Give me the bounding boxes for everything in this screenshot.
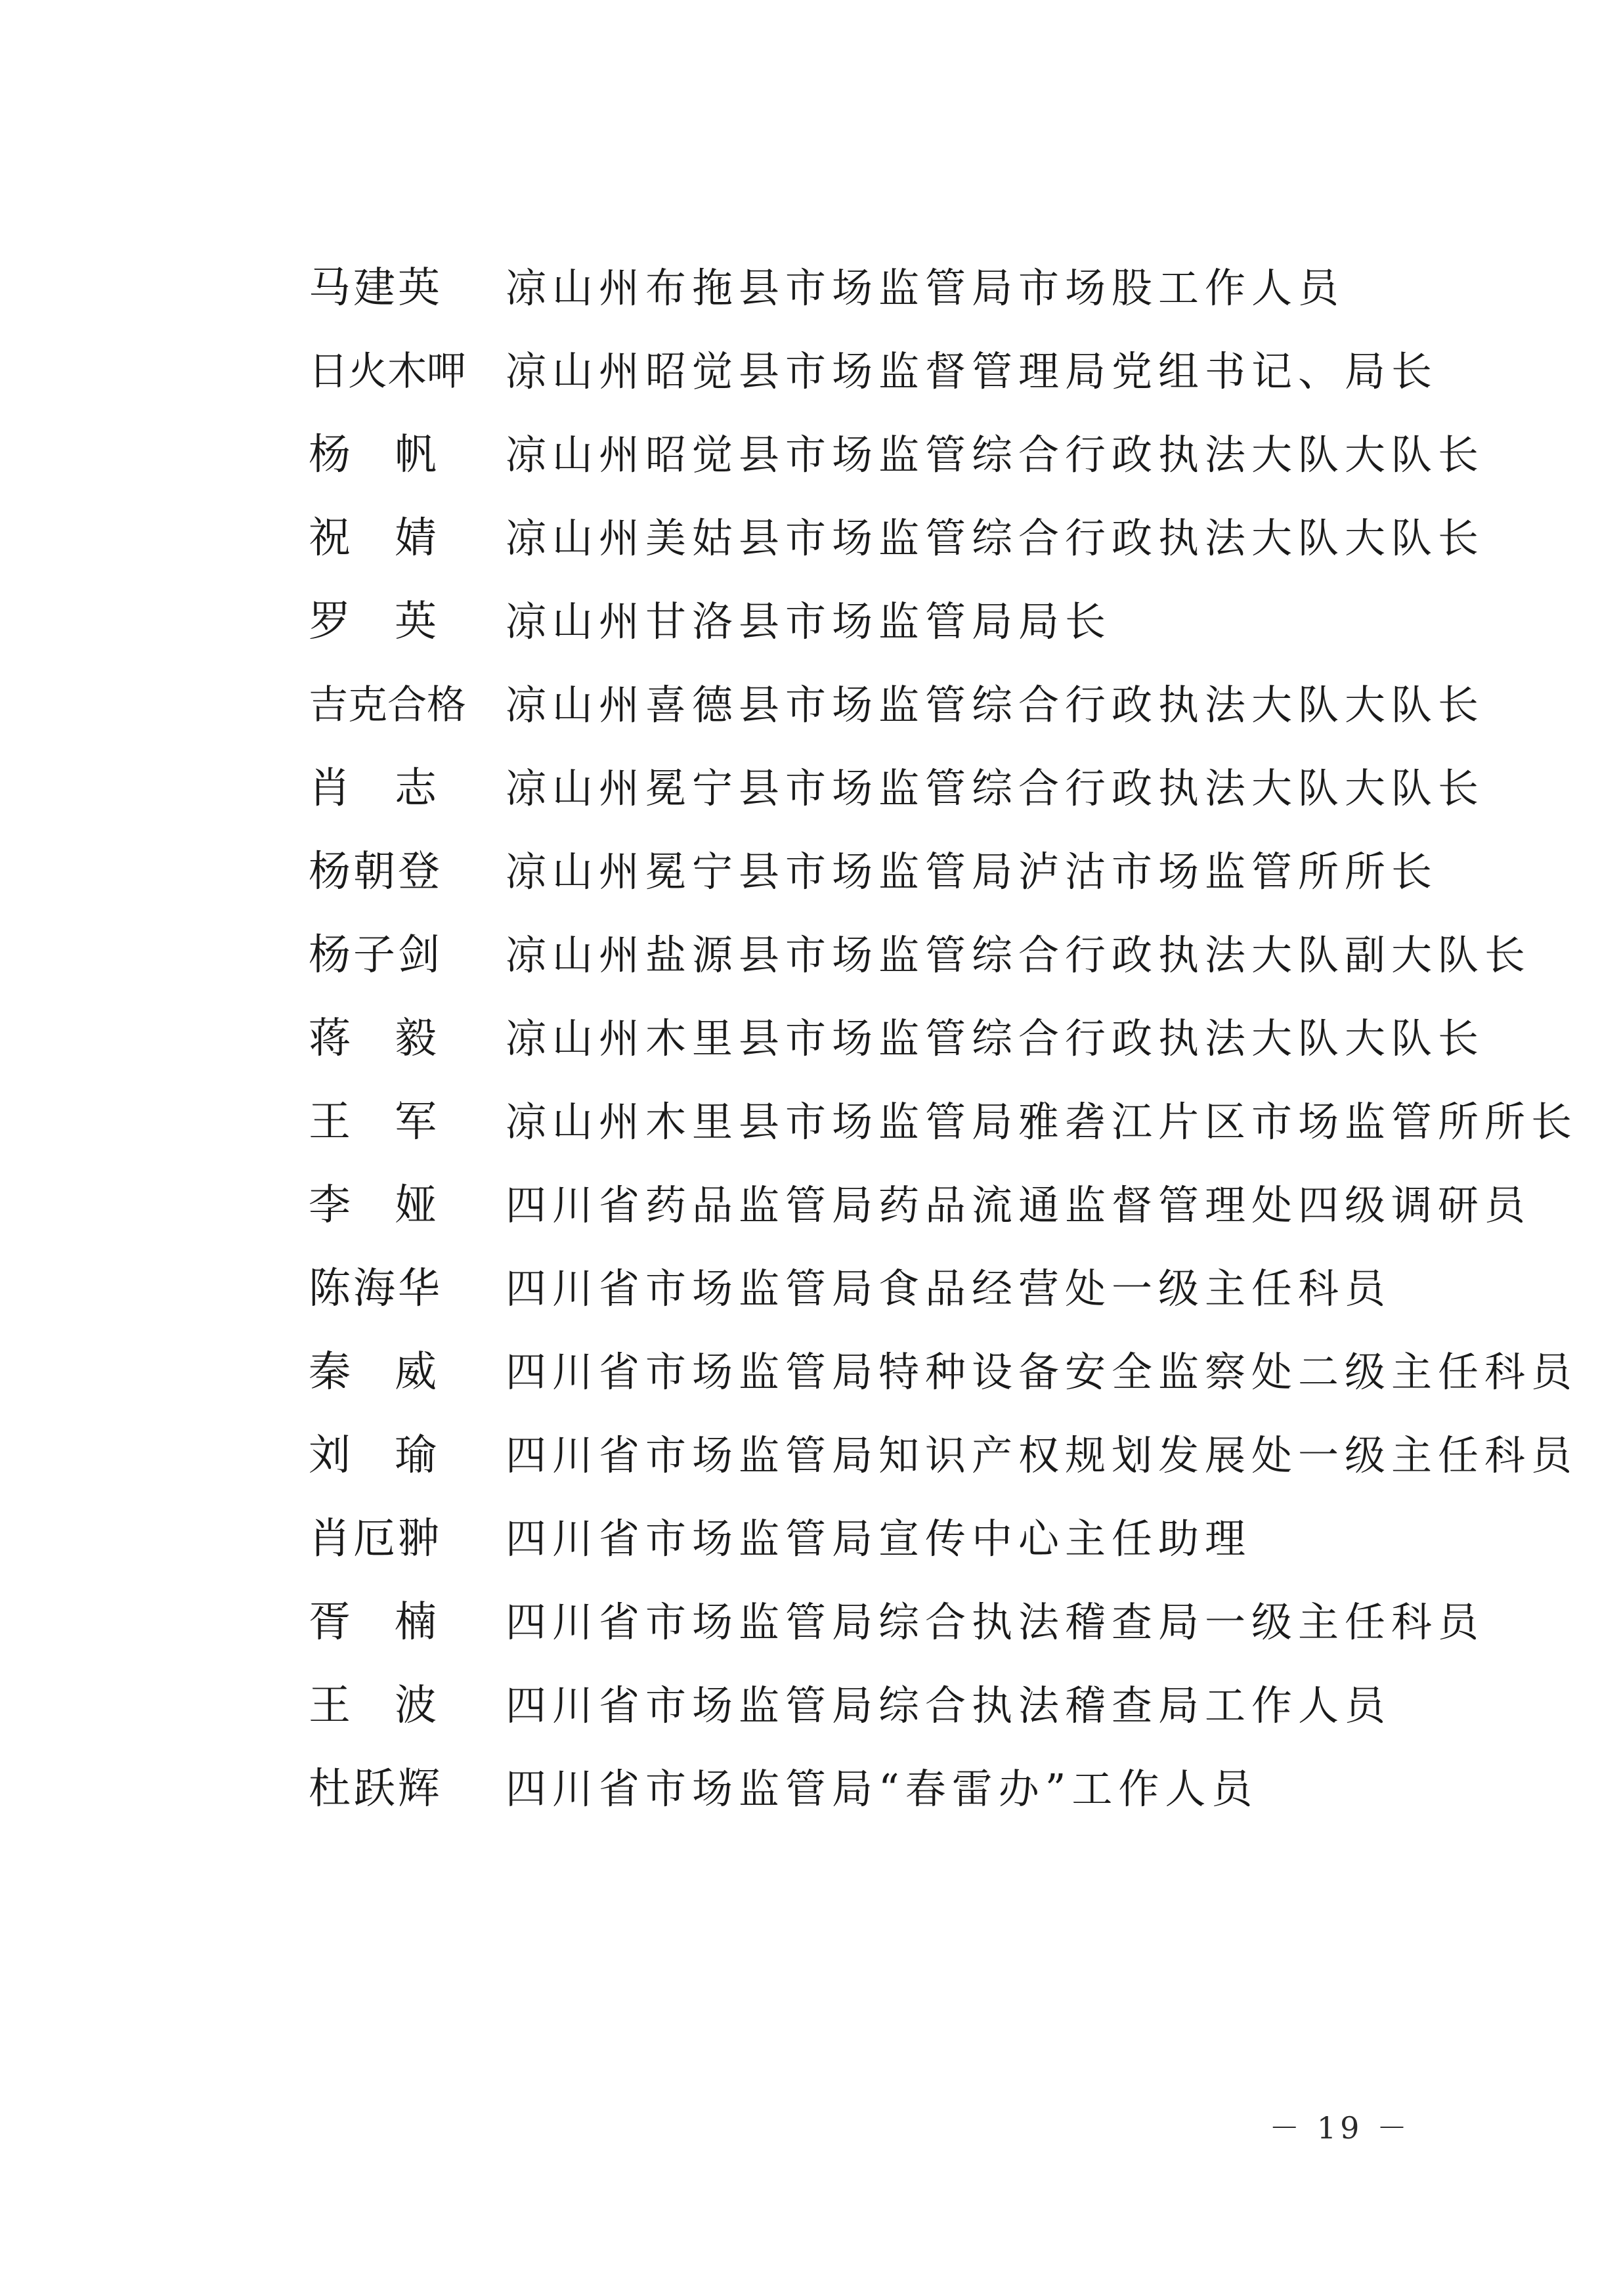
person-title: 凉山州木里县市场监管综合行政执法大队大队长 xyxy=(506,1014,1485,1062)
name-char: 祝 xyxy=(309,513,351,563)
person-title: 凉山州喜德县市场监管综合行政执法大队大队长 xyxy=(506,680,1485,729)
person-name xyxy=(309,764,437,813)
list-item xyxy=(309,1497,1543,1580)
list-item xyxy=(309,747,1543,830)
name-char: 瑜 xyxy=(395,1431,437,1480)
person-name xyxy=(309,1597,437,1647)
name-char: 王 xyxy=(309,1681,351,1730)
name-char: 肖 xyxy=(309,764,351,813)
person-name: 日火木呷 xyxy=(309,348,466,395)
name-char: 威 xyxy=(395,1347,437,1397)
person-title: 凉山州甘洛县市场监管局局长 xyxy=(506,597,1112,645)
person-title: 四川省市场监管局宣传中心主任助理 xyxy=(506,1514,1252,1563)
list-item xyxy=(309,1080,1578,1163)
name-char: 杨 xyxy=(309,430,351,479)
name-char: 刘 xyxy=(309,1431,351,1480)
person-title: 凉山州冕宁县市场监管局泸沽市场监管所所长 xyxy=(506,847,1438,896)
list-item xyxy=(309,997,1543,1080)
list-item xyxy=(309,246,1543,330)
list-item xyxy=(309,1414,1578,1497)
page-number: － 19 － xyxy=(1269,2110,1411,2146)
person-title: 四川省药品监管局药品流通监督管理处四级调研员 xyxy=(506,1180,1532,1229)
person-title: 四川省市场监管局知识产权规划发展处一级主任科员 xyxy=(506,1431,1578,1479)
person-name xyxy=(309,513,437,563)
list-item xyxy=(309,1247,1543,1330)
list-item xyxy=(309,1580,1543,1664)
list-item xyxy=(309,1664,1543,1747)
person-title: 凉山州昭觉县市场监管综合行政执法大队大队长 xyxy=(506,430,1485,479)
name-char: 王 xyxy=(309,1097,351,1146)
person-title: 四川省市场监管局特种设备安全监察处二级主任科员 xyxy=(506,1347,1578,1396)
person-name: 马建英 xyxy=(309,263,443,313)
list-item xyxy=(309,580,1543,663)
person-name: 吉克合格 xyxy=(309,682,466,728)
list-item xyxy=(309,1330,1578,1414)
name-char: 蒋 xyxy=(309,1014,351,1063)
name-char: 波 xyxy=(395,1681,437,1730)
name-char: 罗 xyxy=(309,597,351,646)
person-title: 凉山州盐源县市场监管综合行政执法大队副大队长 xyxy=(506,930,1532,979)
person-name xyxy=(309,1431,437,1480)
person-title: 凉山州木里县市场监管局雅砻江片区市场监管所所长 xyxy=(506,1097,1578,1146)
list-item xyxy=(309,913,1543,997)
name-list xyxy=(309,246,1578,1830)
name-char: 帆 xyxy=(395,430,437,479)
name-char: 秦 xyxy=(309,1347,351,1397)
person-title: 四川省市场监管局食品经营处一级主任科员 xyxy=(506,1264,1392,1312)
person-title: 凉山州布拖县市场监管局市场股工作人员 xyxy=(506,263,1345,312)
list-item xyxy=(309,330,1543,413)
list-item xyxy=(309,663,1543,747)
person-title: 凉山州昭觉县市场监督管理局党组书记、局长 xyxy=(506,347,1438,395)
name-char: 毅 xyxy=(395,1014,437,1063)
name-char: 军 xyxy=(395,1097,437,1146)
person-name: 肖厄翀 xyxy=(309,1514,443,1563)
name-char: 志 xyxy=(395,764,437,813)
person-name: 杜跃辉 xyxy=(309,1764,443,1813)
list-item xyxy=(309,1747,1543,1830)
person-name xyxy=(309,1097,437,1146)
name-char: 楠 xyxy=(395,1597,437,1647)
person-name xyxy=(309,1681,437,1730)
person-name xyxy=(309,430,437,479)
person-name: 杨朝登 xyxy=(309,847,443,896)
name-char: 娅 xyxy=(395,1180,437,1230)
person-title: 凉山州冕宁县市场监管综合行政执法大队大队长 xyxy=(506,764,1485,812)
list-item xyxy=(309,496,1543,580)
name-char: 胥 xyxy=(309,1597,351,1647)
name-char: 英 xyxy=(395,597,437,646)
person-name: 杨子剑 xyxy=(309,930,443,980)
name-char: 婧 xyxy=(395,513,437,563)
person-name xyxy=(309,1180,437,1230)
list-item xyxy=(309,1163,1543,1247)
list-item xyxy=(309,830,1543,913)
person-title: 凉山州美姑县市场监管综合行政执法大队大队长 xyxy=(506,513,1485,562)
person-name xyxy=(309,1347,437,1397)
person-name xyxy=(309,597,437,646)
person-title: 四川省市场监管局“春雷办”工作人员 xyxy=(506,1764,1259,1813)
list-item xyxy=(309,413,1543,496)
person-name: 陈海华 xyxy=(309,1264,443,1313)
person-title: 四川省市场监管局综合执法稽查局工作人员 xyxy=(506,1681,1392,1729)
person-title: 四川省市场监管局综合执法稽查局一级主任科员 xyxy=(506,1597,1485,1646)
person-name xyxy=(309,1014,437,1063)
name-char: 李 xyxy=(309,1180,351,1230)
